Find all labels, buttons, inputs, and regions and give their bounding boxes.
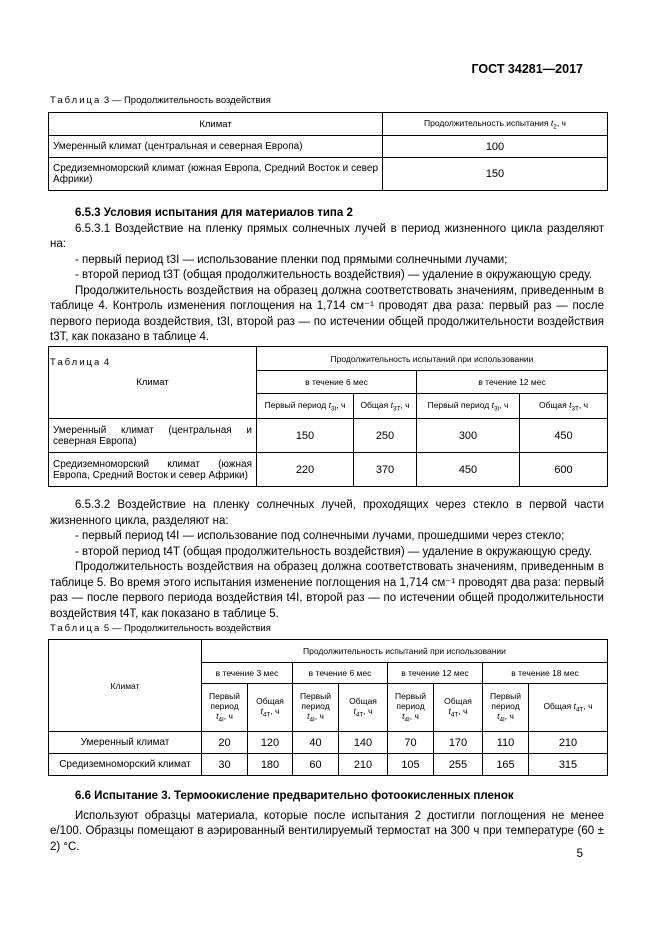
table4-value-cell: 300 (417, 419, 520, 453)
table5-value-cell: 60 (293, 754, 339, 776)
table5-climate-cell: Средиземноморский климат (49, 754, 202, 776)
table4-sub-total: Общая $t_{3T}$, ч (520, 394, 608, 419)
table5-head-period: в течение 3 мес (202, 663, 293, 684)
table3-climate-cell: Умеренный климат (центральная и северная Европа) (49, 136, 383, 158)
table5-caption: Таблица 5 — Продолжительность воздействия (50, 623, 271, 634)
table4 (48, 346, 608, 487)
table4-value-cell: 150 (257, 419, 354, 453)
table-row (49, 754, 608, 776)
standard-number: ГОСТ 34281—2017 (471, 62, 583, 76)
table3-head-climate: Климат (49, 113, 383, 136)
table4-climate-cell: Средиземноморский климат (южная Европа, Средний Восток и север Африки) (49, 453, 257, 487)
table5-sub-total: Общая $t_{4T}$, ч (434, 684, 483, 732)
table5-sub-first: Первый период $t_{4I}$, ч (293, 684, 339, 732)
table3-head-duration: Продолжительность испытания $t_2$, ч (383, 113, 608, 136)
table3-value-cell: 100 (383, 136, 608, 158)
table4-value-cell: 220 (257, 453, 354, 487)
table4-climate-cell: Умеренный климат (центральная и северная Европа) (49, 419, 257, 453)
table5-sub-first: Первый период $t_{4I}$, ч (202, 684, 248, 732)
table5-value-cell: 120 (248, 732, 293, 754)
table5-sub-total: Общая $t_{4T}$, ч (248, 684, 293, 732)
paragraph: 6.5.3.1 Воздействие на пленку прямых солнечных лучей в период жизненного цикла разделяют на: (50, 222, 604, 250)
table5-sub-first: Первый период $t_{4I}$, ч (483, 684, 529, 732)
table-row (49, 158, 608, 191)
section-6-5-3 (50, 206, 604, 346)
table5-head-period: в течение 6 мес (293, 663, 388, 684)
section-6-5-3-2 (50, 498, 604, 622)
bullet-item: - второй период t4T (общая продолжительность воздействия) — удаление в окружающую среду. (75, 545, 593, 558)
table5-value-cell: 255 (434, 754, 483, 776)
table4-value-cell: 450 (520, 419, 608, 453)
table4-value-cell: 250 (354, 419, 417, 453)
table4-value-cell: 370 (354, 453, 417, 487)
table5-value-cell: 40 (293, 732, 339, 754)
table4-sub-first: Первый период $t_{3I}$, ч (417, 394, 520, 419)
table4-sub-total: Общая $t_{3T}$, ч (354, 394, 417, 419)
bullet-item: - первый период t4I — использование под солнечными лучами, прошедшими через стекло; (75, 530, 565, 542)
table5-value-cell: 315 (529, 754, 608, 776)
table-row (49, 453, 608, 487)
table5-value-cell: 105 (388, 754, 434, 776)
table5-value-cell: 165 (483, 754, 529, 776)
table5-sub-total: Общая $t_{4T}$, ч (529, 684, 608, 732)
table4-sub-first: Первый период $t_{3I}$, ч (257, 394, 354, 419)
table5-value-cell: 210 (529, 732, 608, 754)
table-row (49, 419, 608, 453)
table4-value-cell: 450 (417, 453, 520, 487)
section-heading: 6.6 Испытание 3. Термоокисление предварительно фотоокисленных пленок (75, 790, 514, 802)
table5-sub-first: Первый период $t_{4I}$, ч (388, 684, 434, 732)
table5-sub-total: Общая $t_{4T}$, ч (339, 684, 388, 732)
paragraph: Продолжительность воздействия на образец должна соответствовать значениям, приведенным в таблице 5. Во время этого испытания изменение поглощения на 1,714 см⁻¹ проводят два раза: первый раз — после первого периода воздействия t4I, второй раз — по истечении общей продолжительности воздействия t4T, как показано в таблице 5. (50, 561, 604, 620)
table4-caption: Таблица 4 (50, 357, 110, 368)
table-row (49, 136, 608, 158)
table5 (48, 639, 608, 776)
table5-head-climate: Климат (49, 640, 202, 732)
paragraph: 6.5.3.2 Воздействие на пленку солнечных лучей, проходящих через стекло в первой части жизненного цикла, разделяют на: (50, 499, 604, 527)
table3-value-cell: 150 (383, 158, 608, 191)
table5-value-cell: 210 (339, 754, 388, 776)
table5-climate-cell: Умеренный климат (49, 732, 202, 754)
table5-value-cell: 30 (202, 754, 248, 776)
table4-head-climate: Климат (49, 347, 257, 419)
page-number: 5 (576, 848, 583, 860)
table5-head-period: в течение 18 мес (483, 663, 608, 684)
table4-head-main: Продолжительность испытаний при использовании (257, 347, 608, 371)
table5-value-cell: 140 (339, 732, 388, 754)
table5-value-cell: 70 (388, 732, 434, 754)
table5-value-cell: 170 (434, 732, 483, 754)
section-6-6 (50, 789, 604, 855)
table5-head-main: Продолжительность испытаний при использовании (202, 640, 608, 663)
table3-caption: Таблица 3 — Продолжительность воздействия (50, 95, 271, 106)
table4-value-cell: 600 (520, 453, 608, 487)
section-heading: 6.5.3 Условия испытания для материалов типа 2 (75, 207, 353, 219)
table5-head-period: в течение 12 мес (388, 663, 483, 684)
paragraph: Продолжительность воздействия на образец должна соответствовать значениям, приведенным в таблице 4. Контроль изменения поглощения на 1,714 см⁻¹ проводят два раза: первый раз — после первого периода воздействия, t3I, второй раз — по истечении общей продолжительности воздействия t3T, как показано в таблице 4. (50, 284, 604, 343)
table3 (48, 112, 608, 191)
table5-value-cell: 20 (202, 732, 248, 754)
table4-head-12mo: в течение 12 мес (417, 371, 608, 394)
table3-climate-cell: Средиземноморский климат (южная Европа, Средний Восток и север Африки) (49, 158, 383, 191)
paragraph: Используют образцы материала, которые после испытания 2 достигли поглощения не менее e/100. Образцы помещают в аэрированный вентилируемый термостат на 300 ч при температуре (60 ± 2) °C. (50, 809, 604, 853)
table5-value-cell: 110 (483, 732, 529, 754)
table4-head-6mo: в течение 6 мес (257, 371, 417, 394)
bullet-item: - второй период t3T (общая продолжительность воздействия) — удаление в окружающую среду. (75, 269, 593, 281)
table-row (49, 732, 608, 754)
table5-value-cell: 180 (248, 754, 293, 776)
bullet-item: - первый период t3I — использование пленки под прямыми солнечными лучами; (75, 253, 508, 266)
